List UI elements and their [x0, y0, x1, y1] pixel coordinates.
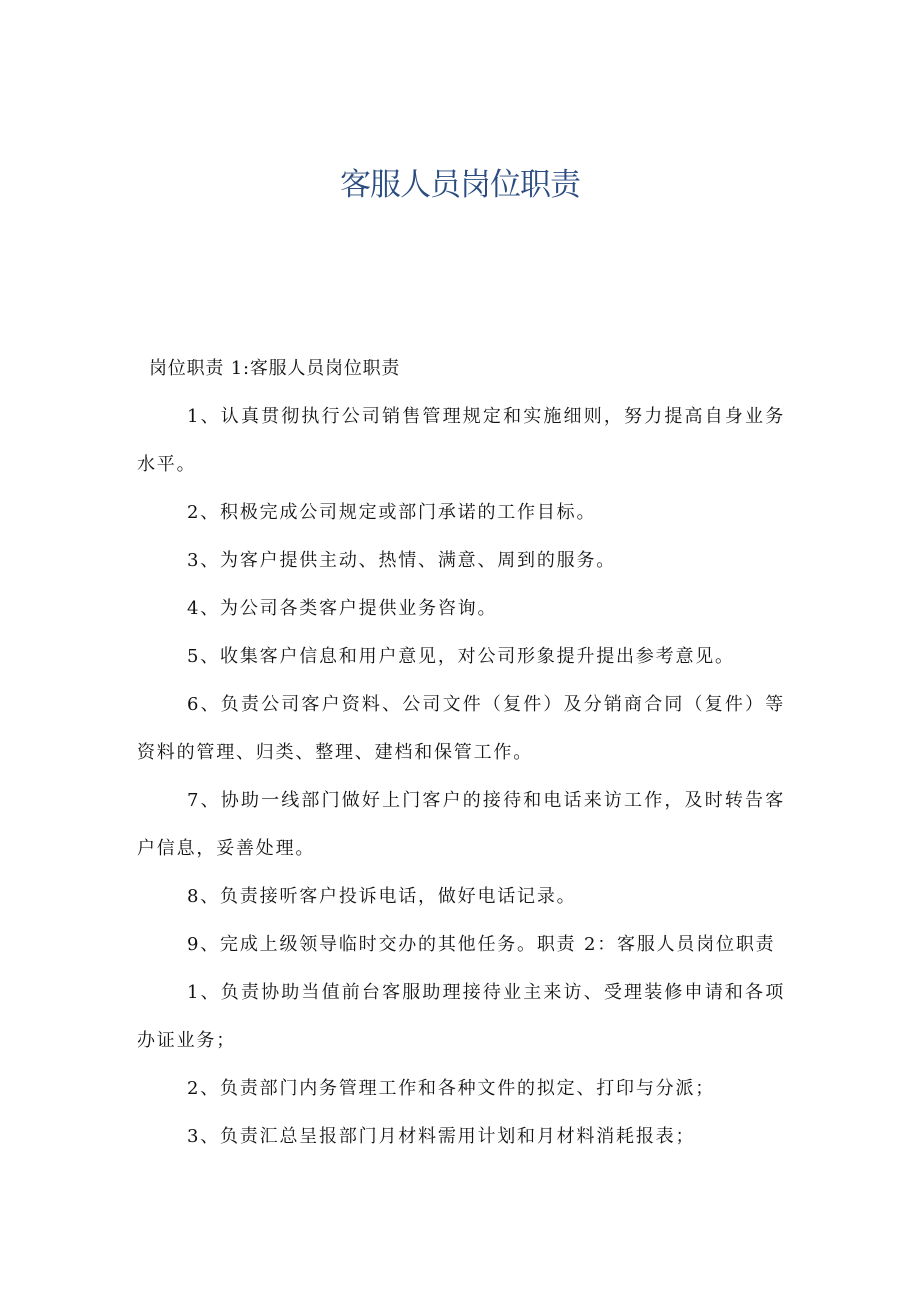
- duty-paragraph: 6、负责公司客户资料、公司文件（复件）及分销商合同（复件）等资料的管理、归类、整理、建档和保管工作。: [137, 694, 785, 763]
- section-heading: 岗位职责 1:客服人员岗位职责: [149, 358, 401, 379]
- duty-paragraph: 1、认真贯彻执行公司销售管理规定和实施细则，努力提高自身业务水平。: [137, 406, 785, 475]
- duty-paragraph: 2、积极完成公司规定或部门承诺的工作目标。: [187, 502, 597, 523]
- duty-paragraph: 5、收集客户信息和用户意见，对公司形象提升提出参考意见。: [187, 646, 735, 667]
- duty-paragraph: 8、负责接听客户投诉电话，做好电话记录。: [187, 886, 577, 907]
- duty-paragraph: 3、为客户提供主动、热情、满意、周到的服务。: [187, 550, 617, 571]
- document-title: 客服人员岗位职责: [340, 167, 580, 203]
- document-body: [137, 345, 785, 1161]
- duty-paragraph: 4、为公司各类客户提供业务咨询。: [187, 598, 498, 619]
- duty-paragraph: 9、完成上级领导临时交办的其他任务。职责 2：客服人员岗位职责: [187, 934, 776, 955]
- duty-paragraph: 1、负责协助当值前台客服助理接待业主来访、受理装修申请和各项办证业务；: [137, 982, 785, 1051]
- duty-paragraph: 3、负责汇总呈报部门月材料需用计划和月材料消耗报表；: [187, 1126, 696, 1147]
- duty-paragraph: 2、负责部门内务管理工作和各种文件的拟定、打印与分派；: [187, 1078, 716, 1099]
- duty-paragraph: 7、协助一线部门做好上门客户的接待和电话来访工作，及时转告客户信息，妥善处理。: [137, 790, 785, 859]
